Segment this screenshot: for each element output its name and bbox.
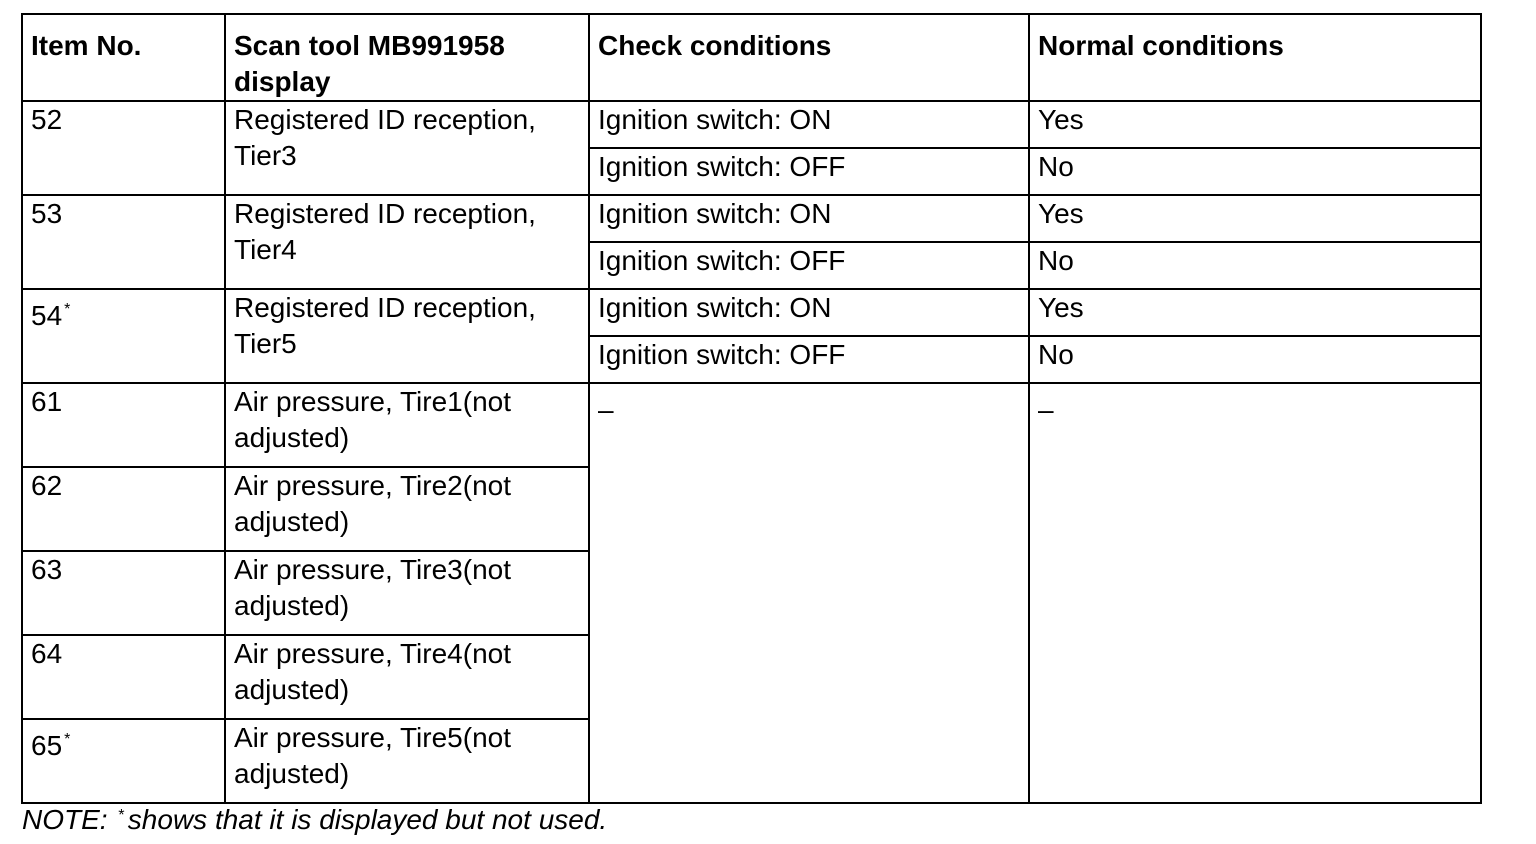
header-row [22, 14, 1481, 101]
item-no-cell [22, 289, 225, 383]
note-star: * [117, 807, 124, 824]
display-cell: Air pressure, Tire5(not adjusted) [225, 719, 589, 803]
header-item-no: Item No. [22, 14, 225, 101]
check-cell-merged: – [589, 383, 1029, 803]
table-row [22, 195, 1481, 242]
normal-cell: Yes [1029, 289, 1481, 336]
note-prefix: NOTE: [22, 804, 108, 835]
item-no-cell: 53 [22, 195, 225, 289]
table-row [22, 383, 1481, 467]
check-cell: Ignition switch: OFF [589, 242, 1029, 289]
table-row [22, 289, 1481, 336]
normal-cell: No [1029, 148, 1481, 195]
check-cell: Ignition switch: ON [589, 289, 1029, 336]
check-cell: Ignition switch: OFF [589, 148, 1029, 195]
display-cell: Registered ID reception, Tier4 [225, 195, 589, 289]
normal-cell-merged: – [1029, 383, 1481, 803]
display-cell: Air pressure, Tire1(not adjusted) [225, 383, 589, 467]
check-cell: Ignition switch: ON [589, 195, 1029, 242]
table-row [22, 101, 1481, 148]
normal-cell: Yes [1029, 101, 1481, 148]
display-cell: Registered ID reception, Tier5 [225, 289, 589, 383]
spec-table [21, 13, 1482, 804]
header-normal-conditions: Normal conditions [1029, 14, 1481, 101]
check-cell: Ignition switch: OFF [589, 336, 1029, 383]
footnote-marker: * [64, 301, 71, 318]
display-cell: Air pressure, Tire3(not adjusted) [225, 551, 589, 635]
item-no-cell: 61 [22, 383, 225, 467]
header-check-conditions: Check conditions [589, 14, 1029, 101]
footnote [22, 802, 607, 838]
display-cell: Air pressure, Tire2(not adjusted) [225, 467, 589, 551]
header-display: Scan tool MB991958 display [225, 14, 589, 101]
item-number: 54 [31, 300, 63, 331]
normal-cell: No [1029, 336, 1481, 383]
display-cell: Air pressure, Tire4(not adjusted) [225, 635, 589, 719]
normal-cell: Yes [1029, 195, 1481, 242]
item-no-cell: 64 [22, 635, 225, 719]
check-cell: Ignition switch: ON [589, 101, 1029, 148]
item-no-cell: 52 [22, 101, 225, 195]
item-no-cell: 62 [22, 467, 225, 551]
item-no-cell [22, 719, 225, 803]
footnote-marker: * [64, 731, 71, 748]
normal-cell: No [1029, 242, 1481, 289]
item-number: 65 [31, 730, 63, 761]
display-cell: Registered ID reception, Tier3 [225, 101, 589, 195]
note-text: shows that it is displayed but not used. [127, 804, 608, 835]
item-no-cell: 63 [22, 551, 225, 635]
